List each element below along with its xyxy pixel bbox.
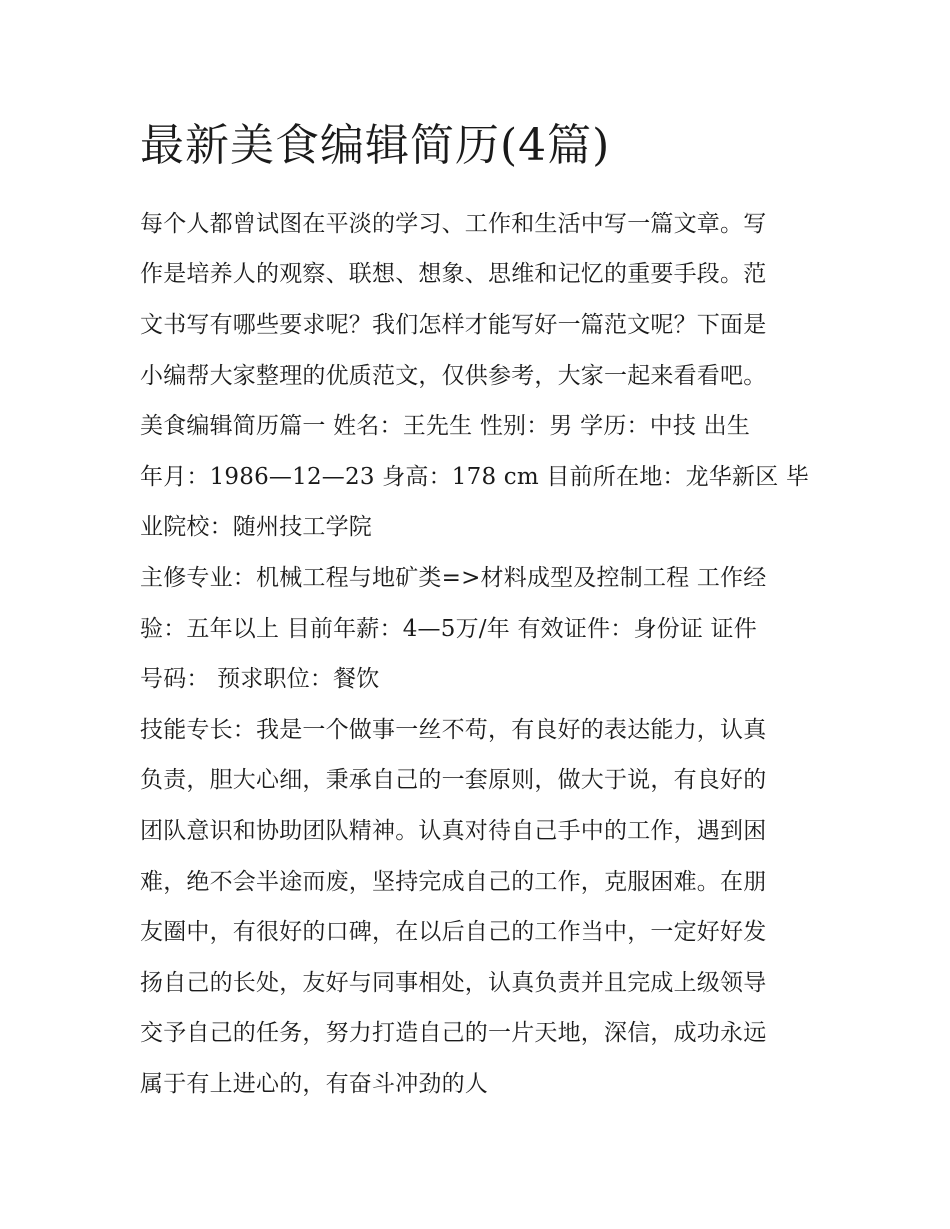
text-line: 号码： 预求职位：餐饮 xyxy=(140,666,380,692)
page-title: 最新美食编辑简历(4篇) xyxy=(140,120,611,171)
text-line: 验：五年以上 目前年薪：4—5万/年 有效证件：身份证 证件 xyxy=(140,616,757,642)
text-line: 交予自己的任务，努力打造自己的一片天地，深信，成功永远 xyxy=(140,1020,767,1046)
text-line: 每个人都曾试图在平淡的学习、工作和生活中写一篇文章。写 xyxy=(140,211,767,237)
text-line: 业院校：随州技工学院 xyxy=(140,514,372,540)
text-line: 属于有上进心的，有奋斗冲劲的人 xyxy=(140,1071,488,1097)
text-line: 年月：1986—12—23 身高：178 cm 目前所在地：龙华新区 毕 xyxy=(140,464,810,490)
text-line: 难，绝不会半途而废，坚持完成自己的工作，克服困难。在朋 xyxy=(140,869,767,895)
text-line: 负责，胆大心细，秉承自己的一套原则，做大于说，有良好的 xyxy=(140,767,767,793)
text-line: 主修专业：机械工程与地矿类=>材料成型及控制工程 工作经 xyxy=(140,565,767,591)
text-line: 文书写有哪些要求呢？我们怎样才能写好一篇范文呢？下面是 xyxy=(140,312,767,338)
text-line: 小编帮大家整理的优质范文，仅供参考，大家一起来看看吧。 xyxy=(140,363,767,389)
text-line: 友圈中，有很好的口碑，在以后自己的工作当中，一定好好发 xyxy=(140,919,767,945)
text-line: 技能专长：我是一个做事一丝不苟，有良好的表达能力，认真 xyxy=(140,717,767,743)
text-line: 扬自己的长处，友好与同事相处，认真负责并且完成上级领导 xyxy=(140,970,767,996)
text-line: 作是培养人的观察、联想、想象、思维和记忆的重要手段。范 xyxy=(140,261,767,287)
text-line: 团队意识和协助团队精神。认真对待自己手中的工作，遇到困 xyxy=(140,818,767,844)
text-line: 美食编辑简历篇一 姓名：王先生 性别：男 学历：中技 出生 xyxy=(140,413,751,439)
